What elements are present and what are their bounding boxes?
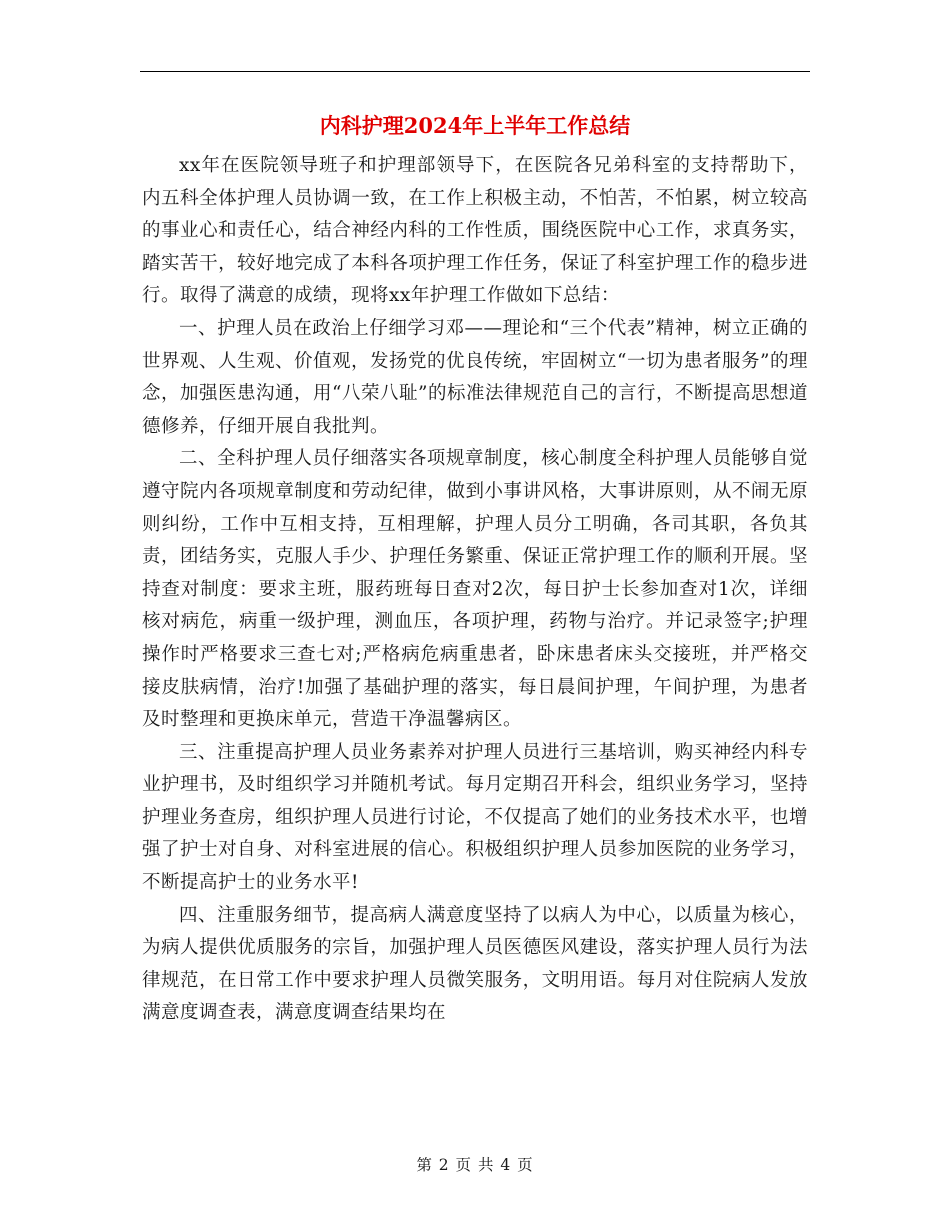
header-rule — [140, 71, 810, 72]
document-title: 内科护理2024年上半年工作总结 — [319, 113, 631, 138]
section-1-paragraph: 一、护理人员在政治上仔细学习邓——理论和“三个代表”精神，树立正确的世界观、人生观、价值观，发扬党的优良传统，牢固树立“一切为患者服务”的理念，加强医患沟通，用“八荣八耻”的标准法律规范自己的言行，不断提高思想道德修养，仔细开展自我批判。 — [142, 317, 808, 437]
section-4-paragraph: 四、注重服务细节，提高病人满意度坚持了以病人为中心，以质量为核心，为病人提供优质服务的宗旨，加强护理人员医德医风建设，落实护理人员行为法律规范，在日常工作中要求护理人员微笑服务，文明用语。每月对住院病人发放满意度调查表，满意度调查结果均在 — [142, 904, 808, 1024]
document-body — [142, 150, 808, 1030]
intro-paragraph: xx年在医院领导班子和护理部领导下，在医院各兄弟科室的支持帮助下，内五科全体护理人员协调一致，在工作上积极主动，不怕苦，不怕累，树立较高的事业心和责任心，结合神经内科的工作性质，围绕医院中心工作，求真务实，踏实苦干，较好地完成了本科各项护理工作任务，保证了科室护理工作的稳步进行。取得了满意的成绩，现将xx年护理工作做如下总结： — [142, 155, 808, 307]
section-2-paragraph: 二、全科护理人员仔细落实各项规章制度，核心制度全科护理人员能够自觉遵守院内各项规章制度和劳动纪律，做到小事讲风格，大事讲原则，从不闹无原则纠纷，工作中互相支持，互相理解，护理人员分工明确，各司其职，各负其责，团结务实，克服人手少、护理任务繁重、保证正常护理工作的顺利开展。坚持查对制度：要求主班，服药班每日查对2次，每日护士长参加查对1次，详细核对病危，病重一级护理，测血压，各项护理，药物与治疗。并记录签字;护理操作时严格要求三查七对;严格病危病重患者，卧床患者床头交接班，并严格交接皮肤病情，治疗!加强了基础护理的落实，每日晨间护理，午间护理，为患者及时整理和更换床单元，营造干净温馨病区。 — [142, 448, 808, 731]
section-3-paragraph: 三、注重提高护理人员业务素养对护理人员进行三基培训，购买神经内科专业护理书，及时组织学习并随机考试。每月定期召开科会，组织业务学习，坚持护理业务查房，组织护理人员进行讨论，不仅提高了她们的业务技术水平，也增强了护士对自身、对科室进展的信心。积极组织护理人员参加医院的业务学习，不断提高护士的业务水平! — [142, 741, 808, 894]
page-number-footer: 第 2 页 共 4 页 — [416, 1156, 534, 1174]
